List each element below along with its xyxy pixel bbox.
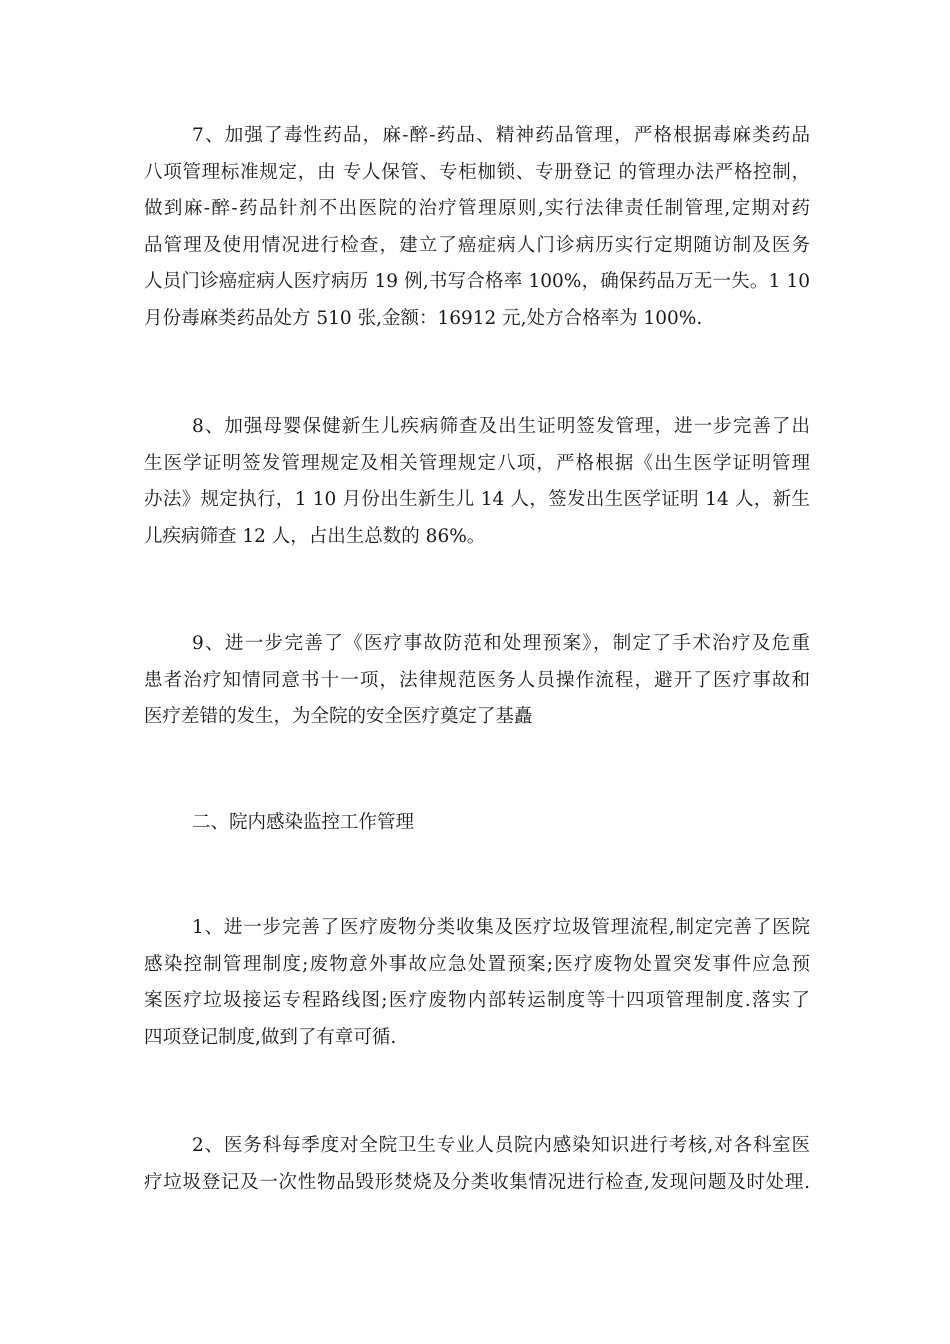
- section-heading: 二、院内感染监控工作管理: [192, 812, 415, 833]
- text-line: 儿疾病筛查 12 人，占出生总数的 86%。: [144, 525, 486, 547]
- text-line: 四项登记制度,做到了有章可循.: [144, 1026, 397, 1048]
- text-line: 8、加强母婴保健新生儿疾病筛查及出生证明签发管理，进一步完善了出: [192, 416, 810, 437]
- text-line: 八项管理标准规定，由 专人保管、专柜枷锁、专册登记 的管理办法严格控制，: [144, 161, 810, 183]
- text-line: 人员门诊癌症病人医疗病历 19 例,书写合格率 100%，确保药品万无一失。1 10: [144, 271, 810, 292]
- text-line: 1、进一步完善了医疗废物分类收集及医疗垃圾管理流程,制定完善了医院: [192, 917, 810, 938]
- text-line: 案医疗垃圾接运专程路线图;医疗废物内部转运制度等十四项管理制度.落实了: [144, 990, 810, 1011]
- paragraph-accident-prevention: [144, 626, 810, 736]
- text-line: 品管理及使用情况进行检查，建立了癌症病人门诊病历实行定期随访制及医务: [144, 234, 810, 256]
- paragraph-medical-waste: [144, 910, 810, 1056]
- text-line: 9、进一步完善了《医疗事故防范和处理预案》，制定了手术治疗及危重: [192, 633, 810, 654]
- section-heading-infection-control: [144, 805, 810, 842]
- text-line: 感染控制管理制度;废物意外事故应急处置预案;医疗废物处置突发事件应急预: [144, 953, 810, 975]
- text-line: 生医学证明签发管理规定及相关管理规定八项，严格根据《出生医学证明管理: [144, 452, 810, 474]
- text-line: 办法》规定执行，1 10 月份出生新生儿 14 人，签发出生医学证明 14 人，新生: [144, 489, 810, 510]
- paragraph-maternal-child-care: [144, 409, 810, 555]
- text-line: 患者治疗知情同意书十一项，法律规范医务人员操作流程，避开了医疗事故和: [144, 669, 810, 691]
- paragraph-quarterly-assessment: [144, 1128, 810, 1201]
- paragraph-drug-management: [144, 118, 810, 337]
- text-line: 2、医务科每季度对全院卫生专业人员院内感染知识进行考核,对各科室医: [192, 1135, 810, 1156]
- text-line: 做到麻-醉-药品针剂不出医院的治疗管理原则,实行法律责任制管理,定期对药: [144, 198, 810, 219]
- text-line: 7、加强了毒性药品，麻-醉-药品、精神药品管理，严格根据毒麻类药品: [192, 125, 810, 146]
- text-line: 月份毒麻类药品处方 510 张,金额：16912 元,处方合格率为 100%.: [144, 307, 703, 329]
- text-line: 医疗差错的发生，为全院的安全医疗奠定了基矗: [144, 706, 533, 727]
- text-line: 疗垃圾登记及一次性物品毁形焚烧及分类收集情况进行检查,发现问题及时处理.: [144, 1171, 810, 1193]
